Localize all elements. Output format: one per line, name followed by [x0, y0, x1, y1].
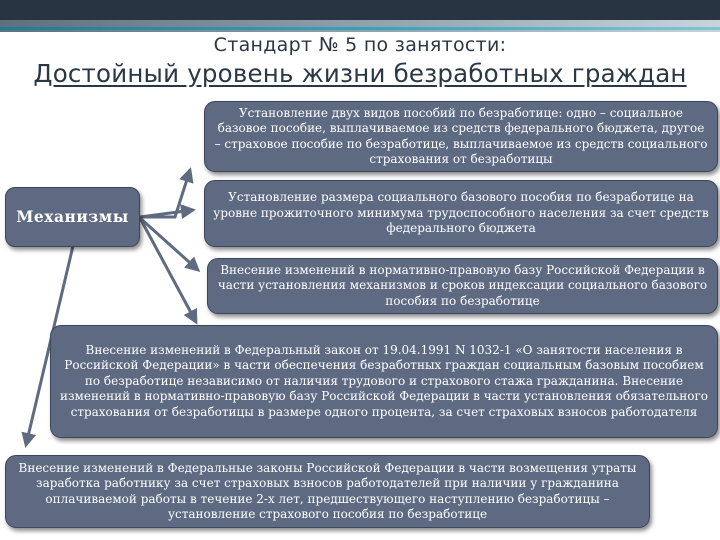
- measure-box-4: [50, 325, 718, 438]
- slide-subtitle: Стандарт № 5 по занятости:: [213, 34, 507, 56]
- measure-text-4: Внесение изменений в Федеральный закон от 19.04.1991 N 1032-1 «О занятости населения в Российской Федерации» в части обеспечения безработных граждан социальным базовым пособием по безработице независимо от наличия трудового и страхового стажа гражданина. Внесение изменений в нормативно-правовую базу Российской Федерации в части установления обязательного страхования от безработицы в размере одного процента, за счет страховых взносов работодателя: [60, 342, 708, 419]
- measure-text-5: Внесение изменений в Федеральные законы Российской Федерации в части возмещения утраты заработка работнику за счет страховых взносов работодателей при наличии у гражданина оплачиваемой работы в течение 2-х лет, предшествующего наступлению безработицы – установление страхового пособия по безработице: [18, 460, 637, 521]
- arrow-to-box-3: [140, 218, 198, 270]
- mechanisms-label: Механизмы: [16, 207, 129, 227]
- measure-box-5: [5, 455, 650, 528]
- measure-text-3: Внесение изменений в нормативно-правовую базу Российской Федерации в части установления механизмов и сроков индексации социального базового пособия по безработице: [217, 262, 708, 308]
- measure-box-2: [204, 180, 718, 247]
- mechanisms-box: [5, 187, 140, 247]
- measure-text-2: Установление размера социального базового пособия по безработице на уровне прожиточного минимума трудоспособного населения за счет средств федерального бюджета: [213, 190, 709, 236]
- arrow-to-box-4: [140, 218, 196, 322]
- slide-title: Достойный уровень жизни безработных граждан: [33, 59, 687, 88]
- measure-box-3: [207, 258, 718, 314]
- measure-box-1: [204, 101, 718, 172]
- measure-text-1: Установление двух видов пособий по безработице: одно – социальное базовое пособие, выплачиваемое из средств федерального бюджета, другое – страховое пособие по безработице, выплачиваемое из средств социального страхования от безработицы: [214, 105, 708, 166]
